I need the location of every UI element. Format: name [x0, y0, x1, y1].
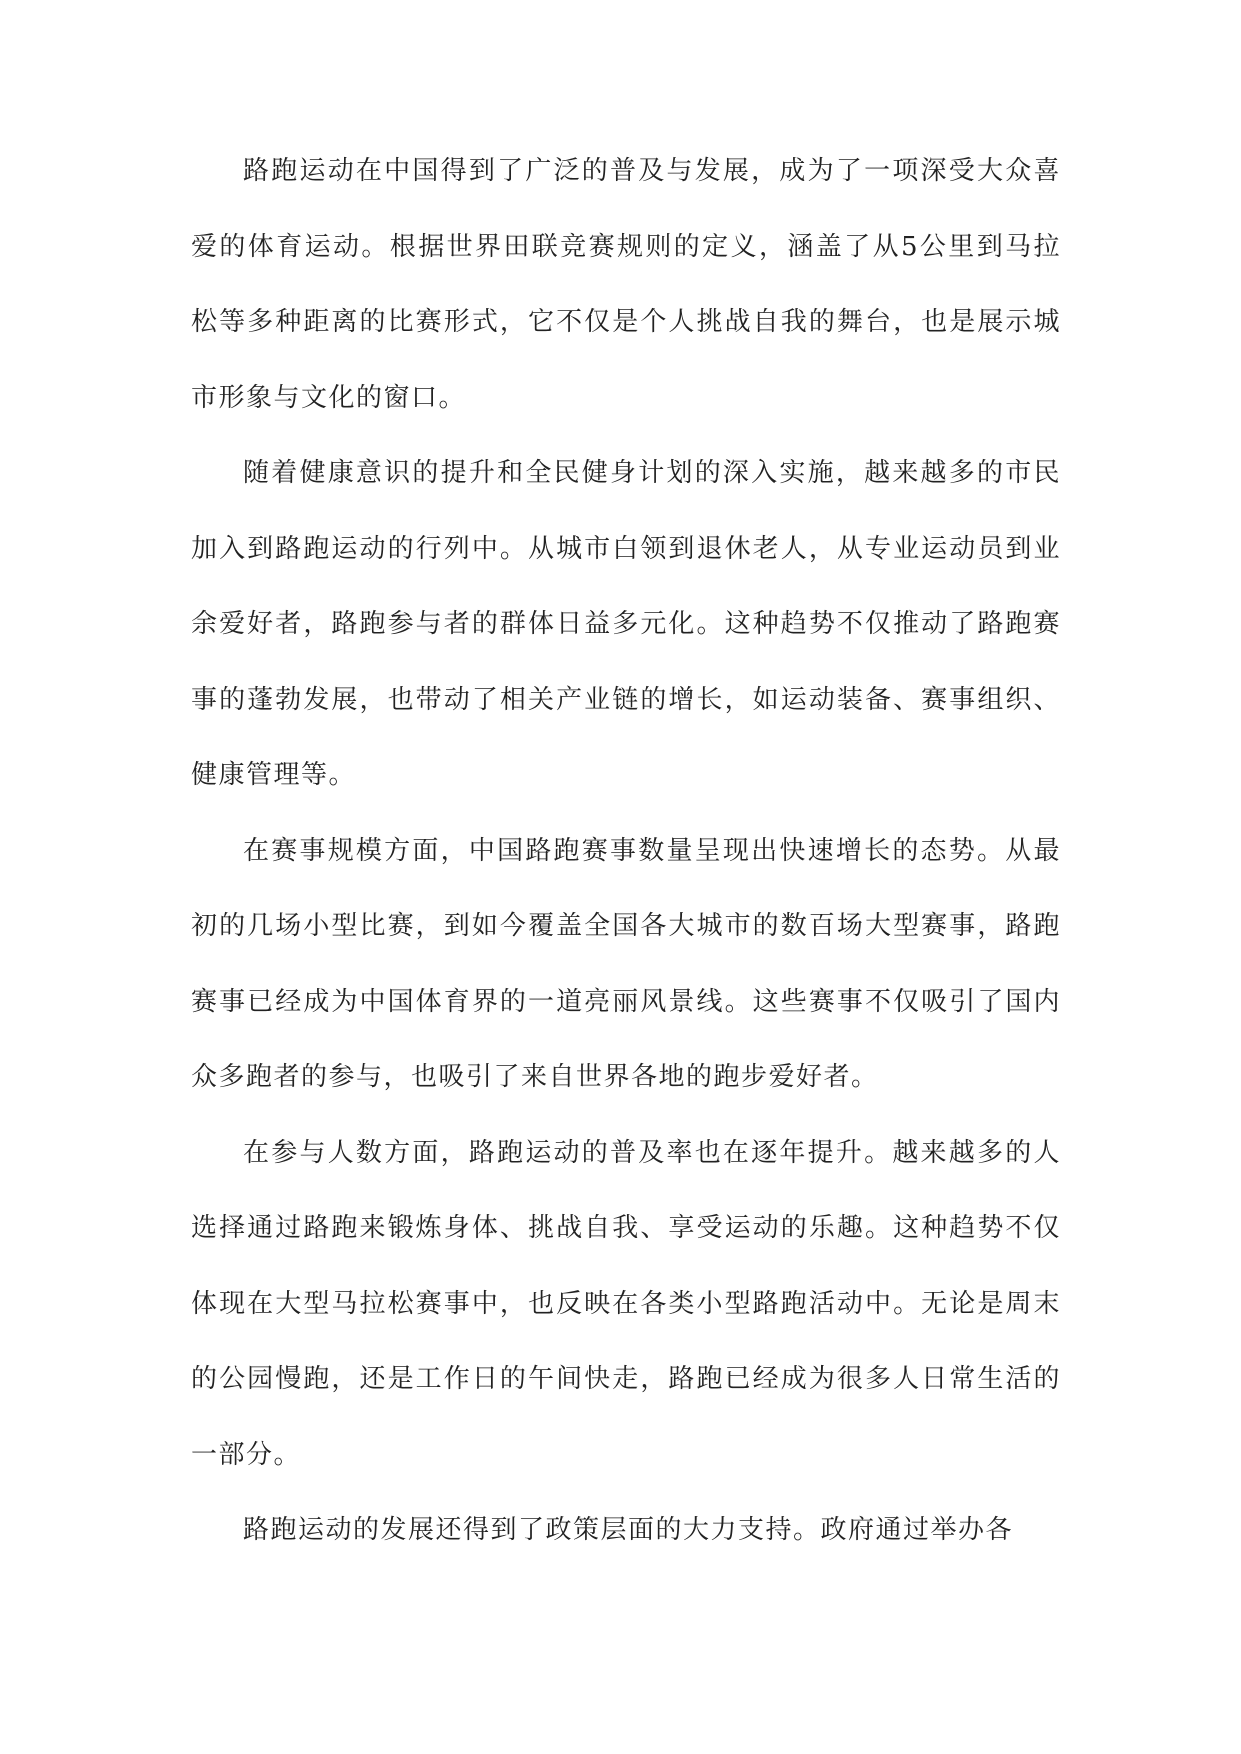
paragraph: 在参与人数方面，路跑运动的普及率也在逐年提升。越来越多的人选择通过路跑来锻炼身体、挑战自我、享受运动的乐趣。这种趋势不仅体现在大型马拉松赛事中，也反映在各类小型路跑活动中。无论是周末的公园慢跑，还是工作日的午间快走，路跑已经成为很多人日常生活的一部分。	[191, 1137, 1061, 1470]
body-text	[191, 134, 1061, 1569]
paragraph: 路跑运动在中国得到了广泛的普及与发展，成为了一项深受大众喜爱的体育运动。根据世界田联竞赛规则的定义，涵盖了从5公里到马拉松等多种距离的比赛形式，它不仅是个人挑战自我的舞台，也是展示城市形象与文化的窗口。	[191, 156, 1061, 413]
paragraph: 路跑运动的发展还得到了政策层面的大力支持。政府通过举办各	[243, 1515, 1014, 1545]
paragraph: 随着健康意识的提升和全民健身计划的深入实施，越来越多的市民加入到路跑运动的行列中。从城市白领到退休老人，从专业运动员到业余爱好者，路跑参与者的群体日益多元化。这种趋势不仅推动了路跑赛事的蓬勃发展，也带动了相关产业链的增长，如运动装备、赛事组织、健康管理等。	[191, 458, 1061, 790]
paragraph: 在赛事规模方面，中国路跑赛事数量呈现出快速增长的态势。从最初的几场小型比赛，到如今覆盖全国各大城市的数百场大型赛事，路跑赛事已经成为中国体育界的一道亮丽风景线。这些赛事不仅吸引了国内众多跑者的参与，也吸引了来自世界各地的跑步爱好者。	[191, 835, 1061, 1092]
